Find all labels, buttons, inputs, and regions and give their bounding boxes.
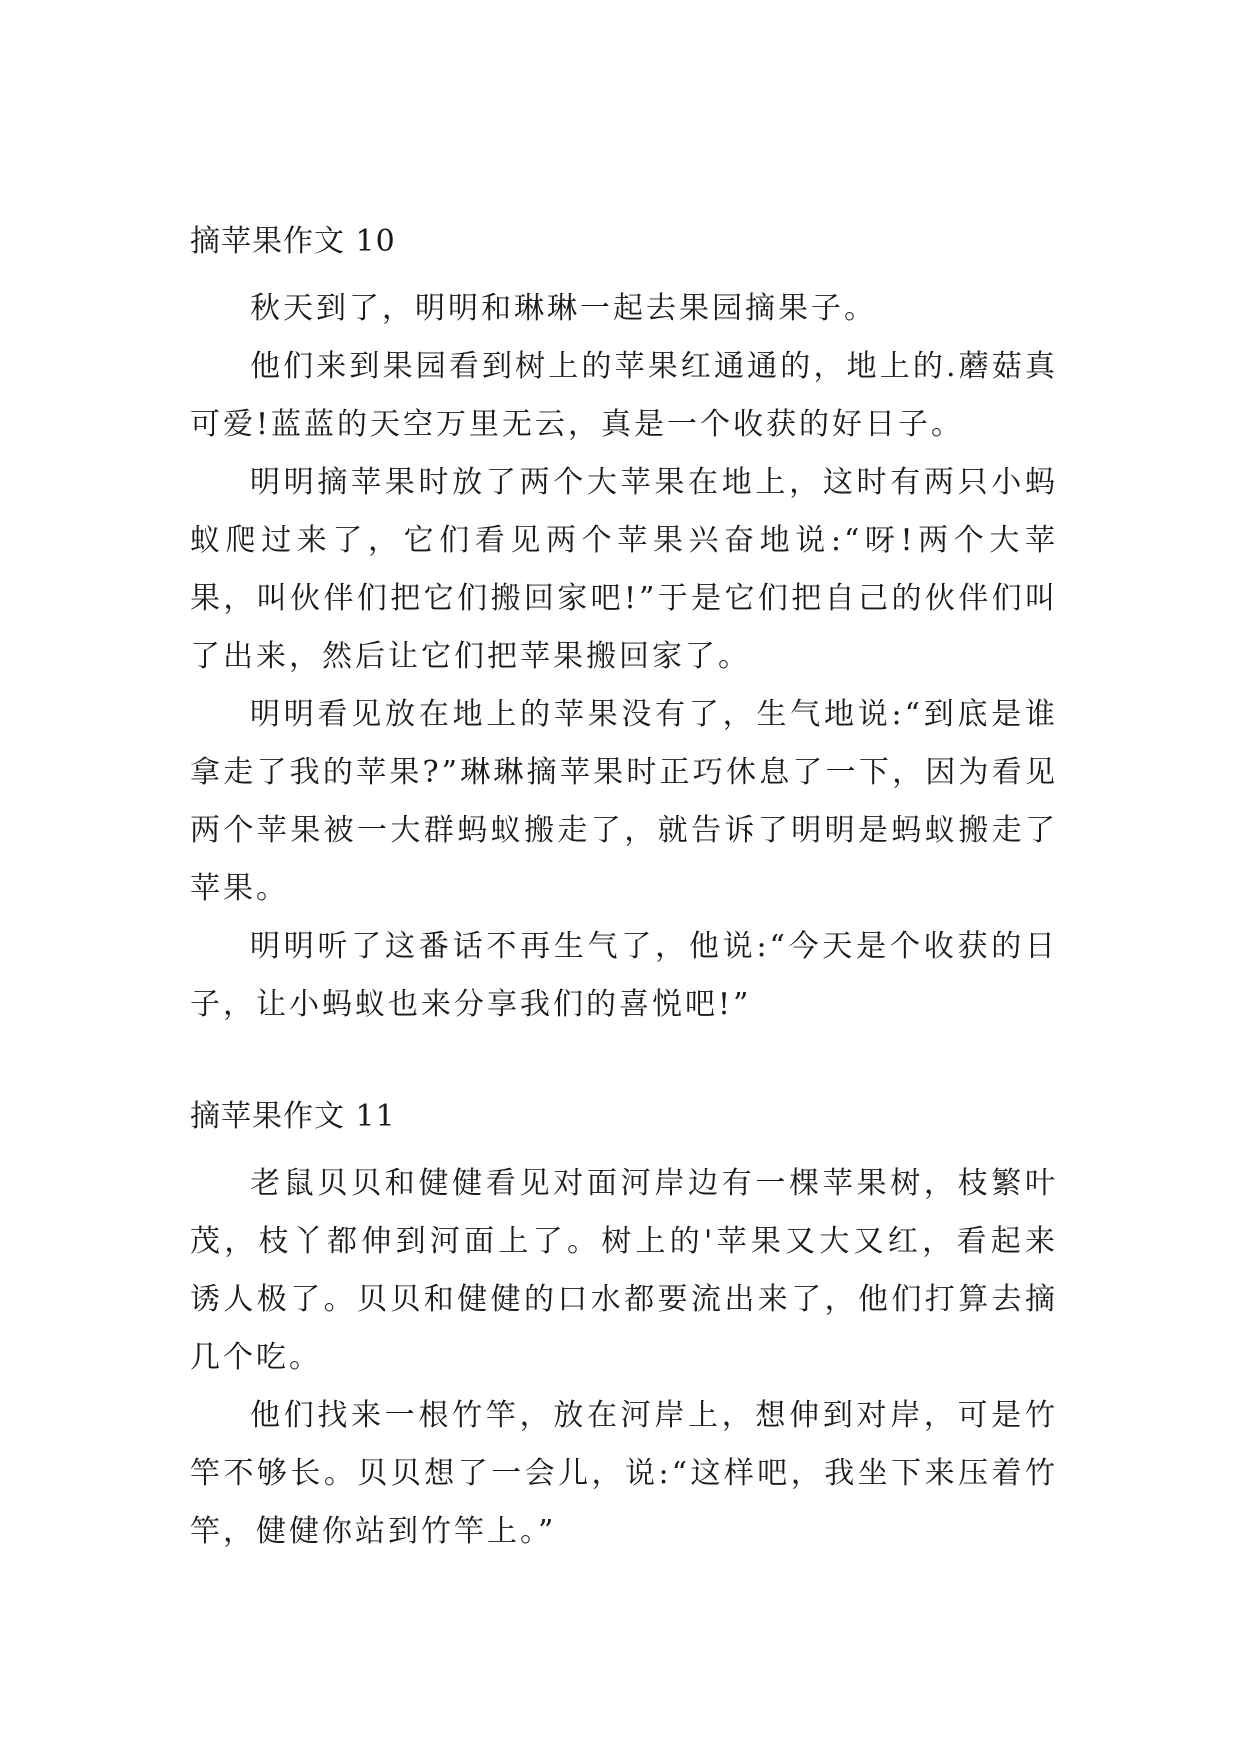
essay-section-11 bbox=[190, 1097, 1058, 1561]
essay-title: 摘苹果作文 10 bbox=[190, 224, 396, 259]
paragraph: 明明看见放在地上的苹果没有了，生气地说:“到底是谁拿走了我的苹果?”琳琳摘苹果时正巧休息了一下，因为看见两个苹果被一大群蚂蚁搬走了，就告诉了明明是蚂蚁搬走了苹果。 bbox=[190, 697, 1058, 906]
paragraph: 明明听了这番话不再生气了，他说:“今天是个收获的日子，让小蚂蚁也来分享我们的喜悦吧!” bbox=[190, 929, 1058, 1022]
paragraph: 老鼠贝贝和健健看见对面河岸边有一棵苹果树，枝繁叶茂，枝丫都伸到河面上了。树上的'苹果又大又红，看起来诱人极了。贝贝和健健的口水都要流出来了，他们打算去摘几个吃。 bbox=[190, 1166, 1058, 1375]
essay-section-10 bbox=[190, 222, 1058, 1034]
paragraph: 他们来到果园看到树上的苹果红通通的，地上的.蘑菇真可爱!蓝蓝的天空万里无云，真是一个收获的好日子。 bbox=[190, 349, 1058, 442]
paragraph: 明明摘苹果时放了两个大苹果在地上，这时有两只小蚂蚁爬过来了，它们看见两个苹果兴奋地说:“呀!两个大苹果，叫伙伴们把它们搬回家吧!”于是它们把自己的伙伴们叫了出来，然后让它们把苹果搬回家了。 bbox=[190, 465, 1058, 674]
paragraph: 他们找来一根竹竿，放在河岸上，想伸到对岸，可是竹竿不够长。贝贝想了一会儿，说:“这样吧，我坐下来压着竹竿，健健你站到竹竿上。” bbox=[190, 1398, 1058, 1549]
paragraph: 秋天到了，明明和琳琳一起去果园摘果子。 bbox=[250, 291, 877, 326]
essay-title: 摘苹果作文 11 bbox=[190, 1099, 396, 1134]
